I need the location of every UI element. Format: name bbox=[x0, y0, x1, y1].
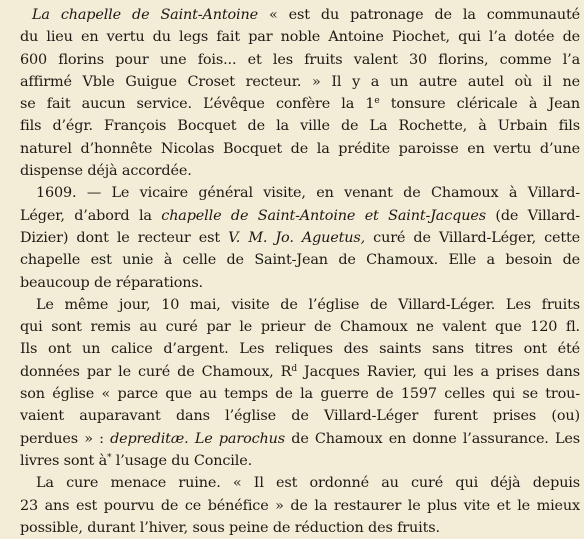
text-line bbox=[20, 472, 580, 494]
italic-text: V. M. Jo. Aguetus, bbox=[228, 229, 366, 246]
text-segment: l’usage du Concile. bbox=[111, 452, 252, 469]
italic-text: depreditæ. Le parochus bbox=[110, 430, 285, 447]
superscript: d bbox=[291, 363, 297, 374]
text-segment: (de Villard- bbox=[485, 207, 580, 224]
text-line bbox=[20, 205, 580, 227]
text-segment: Dizier) dont le recteur est bbox=[20, 229, 229, 246]
text-line bbox=[20, 71, 580, 93]
text-segment: se fait aucun service. L’évêque confère la 1 bbox=[20, 96, 375, 113]
text-segment: perdues » : bbox=[20, 430, 111, 447]
text-line bbox=[20, 49, 580, 71]
text-line bbox=[20, 316, 580, 338]
text-line bbox=[20, 115, 580, 137]
text-line bbox=[20, 4, 580, 26]
text-line bbox=[20, 138, 580, 160]
text-segment: « est du patronage de la communauté bbox=[257, 7, 580, 23]
text-segment: Le même jour, 10 mai, visite de l’église de Villard-Léger. Les fruits bbox=[36, 296, 580, 313]
text-segment: curé de Villard-Léger, cette bbox=[365, 229, 581, 246]
text-line bbox=[20, 160, 580, 182]
text-line bbox=[20, 517, 580, 539]
text-segment: 1609. — Le vicaire général visite, en venant de Chamoux à Villard- bbox=[36, 185, 580, 202]
text-line bbox=[20, 495, 580, 517]
text-segment: qui sont remis au curé par le prieur de Chamoux ne valent que 120 fl. bbox=[20, 319, 580, 336]
text-segment: naturel d’honnête Nicolas Bocquet de la prédite paroisse en vertu d’une bbox=[20, 140, 580, 157]
text-line bbox=[20, 272, 580, 294]
text-line bbox=[20, 450, 580, 472]
text-segment: possible, durant l’hiver, sous peine de réduction des fruits. bbox=[20, 519, 440, 536]
text-segment: de Chamoux en donne l’assurance. Les bbox=[285, 430, 580, 447]
text-segment: Jacques Ravier, qui les a prises dans bbox=[296, 363, 581, 380]
text-line bbox=[20, 182, 580, 204]
text-line bbox=[20, 249, 580, 271]
italic-text: La chapelle de Saint-Antoine bbox=[32, 7, 258, 23]
text-segment: affirmé Vble Guigue Croset recteur. » Il y a un autre autel où il ne bbox=[20, 73, 580, 90]
text-line bbox=[20, 361, 580, 383]
text-segment: chapelle est unie à celle de Saint-Jean de Chamoux. Elle a besoin de bbox=[20, 252, 580, 269]
text-line bbox=[20, 405, 580, 427]
text-segment: données par le curé de Chamoux, R bbox=[20, 363, 292, 380]
text-segment: livres sont à bbox=[20, 452, 107, 469]
text-segment: 600 florins pour une fois... et les fruits valent 30 florins, comme l’a bbox=[20, 51, 580, 68]
text-segment: fils d’égr. François Bocquet de la ville de La Rochette, à Urbain fils bbox=[20, 118, 580, 135]
text-line bbox=[20, 227, 580, 249]
text-line bbox=[20, 93, 580, 115]
text-segment: son église « parce que au temps de la guerre de 1597 celles qui se trou- bbox=[20, 386, 580, 403]
text-segment: Léger, d’abord la bbox=[20, 207, 162, 224]
text-line bbox=[20, 26, 580, 48]
text-segment: Ils ont un calice d’argent. Les reliques des saints sans titres ont été bbox=[20, 341, 580, 358]
text-segment: tonsure cléricale à Jean bbox=[379, 96, 580, 113]
text-line bbox=[20, 294, 580, 316]
italic-text: chapelle de Saint-Antoine et Saint-Jacques bbox=[161, 207, 486, 224]
text-segment: beaucoup de réparations. bbox=[20, 274, 203, 291]
text-segment: dispense déjà accordée. bbox=[20, 163, 192, 180]
text-line bbox=[20, 383, 580, 405]
text-segment: du lieu en vertu du legs fait par noble Antoine Piochet, qui l’a dotée de bbox=[20, 29, 580, 46]
text-line bbox=[20, 338, 580, 360]
text-segment: vaient auparavant dans l’église de Villard-Léger furent prises (ou) bbox=[20, 408, 580, 425]
superscript: * bbox=[107, 452, 112, 463]
text-line bbox=[20, 428, 580, 450]
superscript: e bbox=[374, 96, 380, 107]
text-segment: 23 ans est pourvu de ce bénéfice » de la restaurer le plus vite et le mieux bbox=[20, 497, 580, 514]
text-segment: La cure menace ruine. « Il est ordonné au curé qui déjà depuis bbox=[36, 475, 580, 492]
